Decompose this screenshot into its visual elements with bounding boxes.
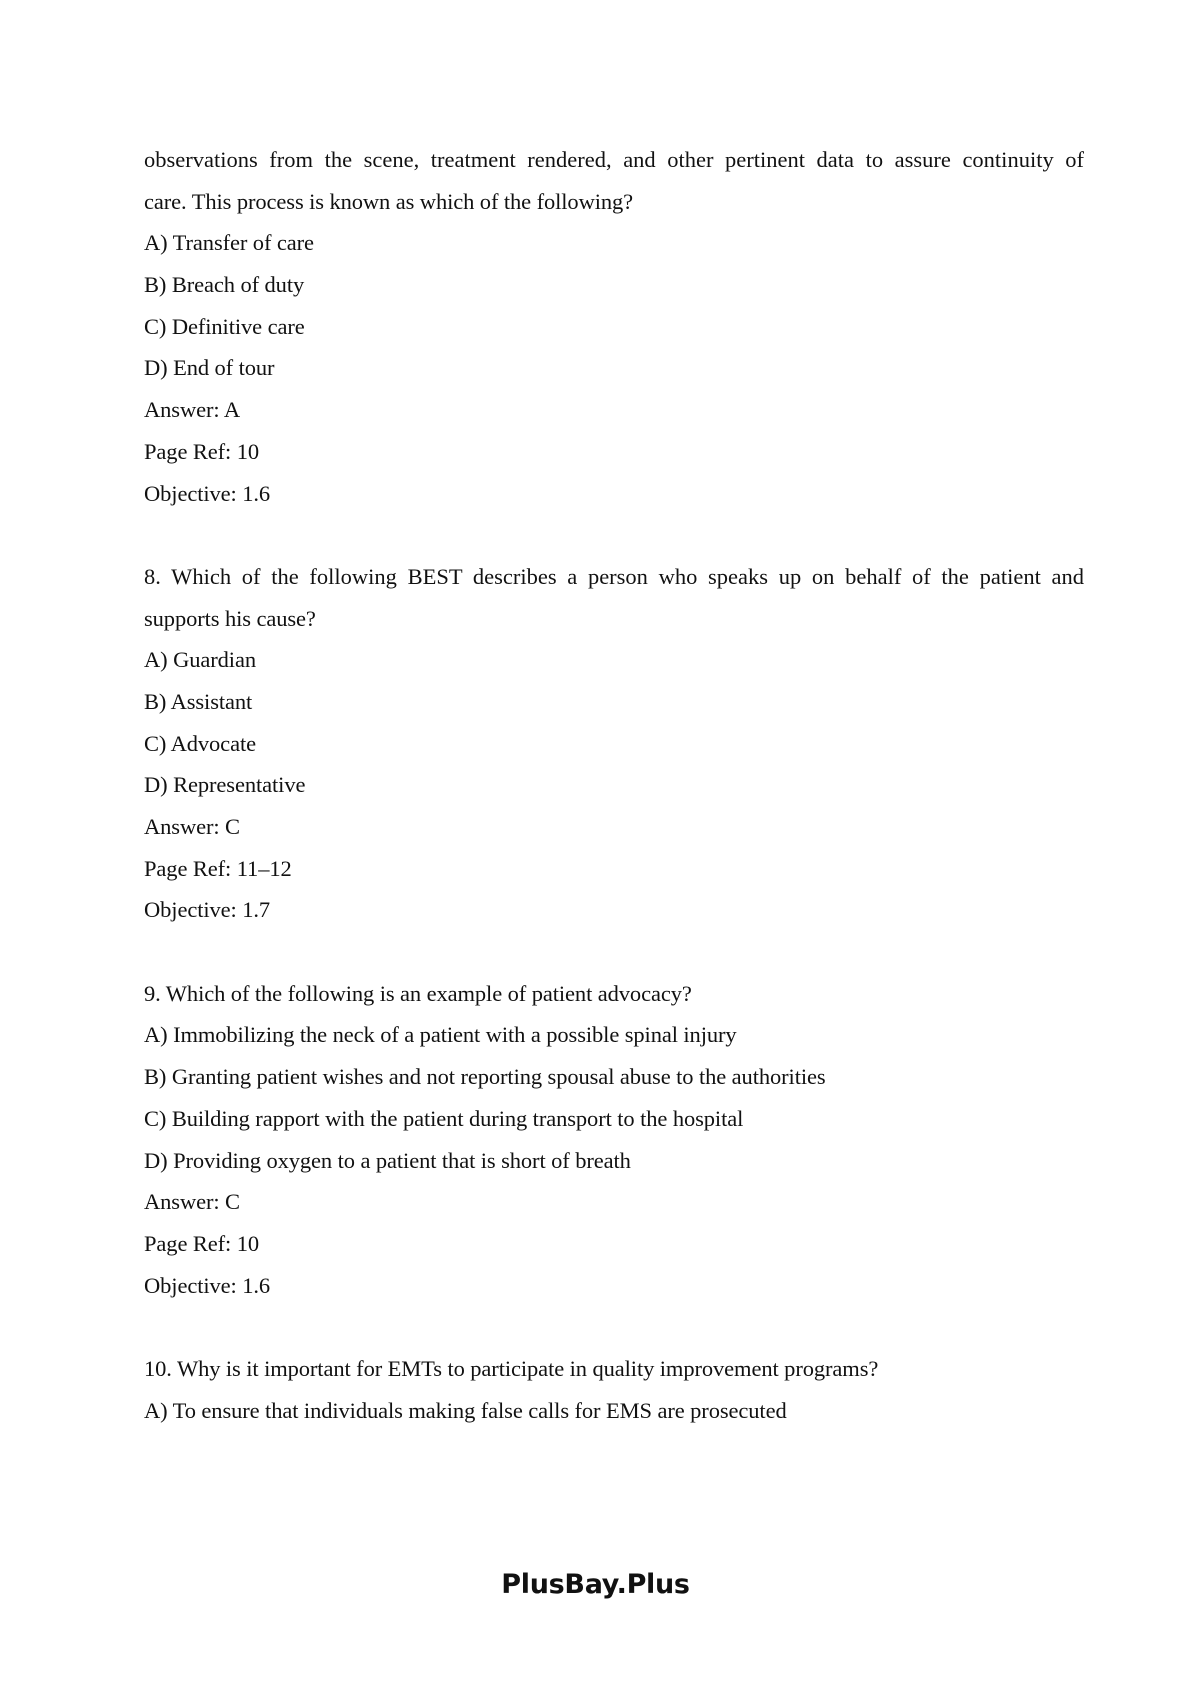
page-ref: Page Ref: 11–12 xyxy=(144,855,292,881)
page-ref: Page Ref: 10 xyxy=(144,438,260,464)
option-a: A) Immobilizing the neck of a patient with a possible spinal injury xyxy=(144,1022,737,1048)
question-9 xyxy=(144,973,1084,1307)
answer: Answer: A xyxy=(144,397,240,423)
answer: Answer: C xyxy=(144,1189,240,1215)
objective: Objective: 1.6 xyxy=(144,1272,271,1298)
answer: Answer: C xyxy=(144,814,240,840)
option-c: C) Advocate xyxy=(144,730,256,756)
option-b: B) Assistant xyxy=(144,688,253,714)
spacer xyxy=(144,514,1084,556)
question-7-continuation xyxy=(144,139,1084,514)
question-text-line: 8. Which of the following BEST describes a person who speaks up on behalf of the patient and xyxy=(144,563,1084,589)
option-b: B) Granting patient wishes and not reporting spousal abuse to the authorities xyxy=(144,1064,826,1090)
document-body xyxy=(144,139,1084,1431)
question-text-line: care. This process is known as which of the following? xyxy=(144,188,634,214)
question-10 xyxy=(144,1348,1084,1431)
question-8 xyxy=(144,556,1084,931)
option-d: D) End of tour xyxy=(144,355,275,381)
option-a: A) Transfer of care xyxy=(144,230,314,256)
question-text: 9. Which of the following is an example of patient advocacy? xyxy=(144,980,692,1006)
objective: Objective: 1.7 xyxy=(144,897,271,923)
option-b: B) Breach of duty xyxy=(144,272,305,298)
question-text-line: supports his cause? xyxy=(144,605,316,631)
option-a: A) To ensure that individuals making false calls for EMS are prosecuted xyxy=(144,1397,787,1423)
objective: Objective: 1.6 xyxy=(144,480,271,506)
question-text: 10. Why is it important for EMTs to participate in quality improvement programs? xyxy=(144,1355,879,1381)
spacer xyxy=(144,931,1084,973)
option-c: C) Definitive care xyxy=(144,313,305,339)
option-d: D) Providing oxygen to a patient that is short of breath xyxy=(144,1147,631,1173)
option-c: C) Building rapport with the patient during transport to the hospital xyxy=(144,1105,744,1131)
page-ref: Page Ref: 10 xyxy=(144,1230,260,1256)
question-text-line: observations from the scene, treatment rendered, and other pertinent data to assure continuity of xyxy=(144,147,1084,172)
footer-brand: PlusBay.Plus xyxy=(501,1569,690,1600)
spacer xyxy=(144,1306,1084,1348)
option-d: D) Representative xyxy=(144,772,306,798)
option-a: A) Guardian xyxy=(144,647,256,673)
